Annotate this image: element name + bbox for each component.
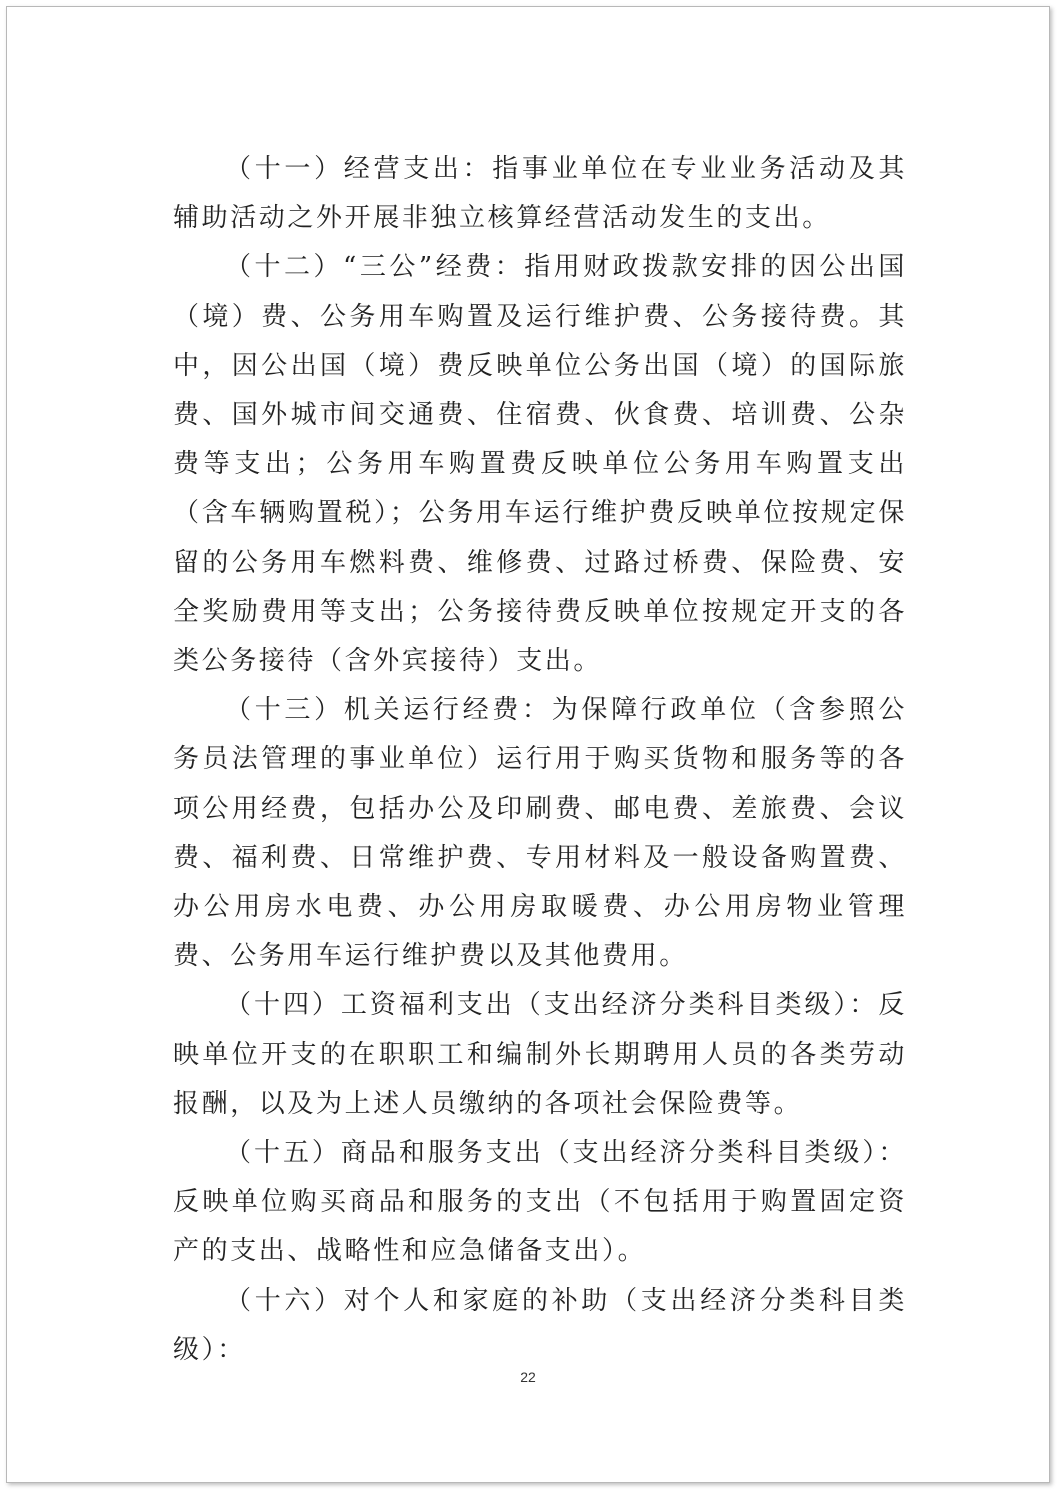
paragraph-wages-welfare: （十四）工资福利支出（支出经济分类科目类级）：反映单位开支的在职职工和编制外长期聘用人员的各类劳动报酬，以及为上述人员缴纳的各项社会保险费等。 <box>173 990 907 1119</box>
paragraph-goods-services: （十五）商品和服务支出（支出经济分类科目类级）：反映单位购买商品和服务的支出（不包括用于购置固定资产的支出、战略性和应急储备支出）。 <box>173 1138 907 1267</box>
paragraph-operating-expenditure: （十一）经营支出：指事业单位在专业业务活动及其辅助活动之外开展非独立核算经营活动发生的支出。 <box>173 154 907 234</box>
document-body <box>173 145 907 1375</box>
paragraph-three-public-expenses: （十二）“三公”经费：指用财政拨款安排的因公出国（境）费、公务用车购置及运行维护费、公务接待费。其中，因公出国（境）费反映单位公务出国（境）的国际旅费、国外城市间交通费、住宿费、伙食费、培训费、公杂费等支出；公务用车购置费反映单位公务用车购置支出（含车辆购置税）；公务用车运行维护费反映单位按规定保留的公务用车燃料费、维修费、过路过桥费、保险费、安全奖励费用等支出；公务接待费反映单位按规定开支的各类公务接待（含外宾接待）支出。 <box>173 252 907 677</box>
paragraph-subsidies-individuals: （十六）对个人和家庭的补助（支出经济分类科目类级）： <box>173 1285 907 1365</box>
document-page <box>6 6 1050 1483</box>
paragraph-agency-operating-funds: （十三）机关运行经费：为保障行政单位（含参照公务员法管理的事业单位）运行用于购买货物和服务等的各项公用经费，包括办公及印刷费、邮电费、差旅费、会议费、福利费、日常维护费、专用材料及一般设备购置费、办公用房水电费、办公用房取暖费、办公用房物业管理费、公务用车运行维护费以及其他费用。 <box>173 695 907 972</box>
page-number: 22 <box>520 1369 536 1385</box>
